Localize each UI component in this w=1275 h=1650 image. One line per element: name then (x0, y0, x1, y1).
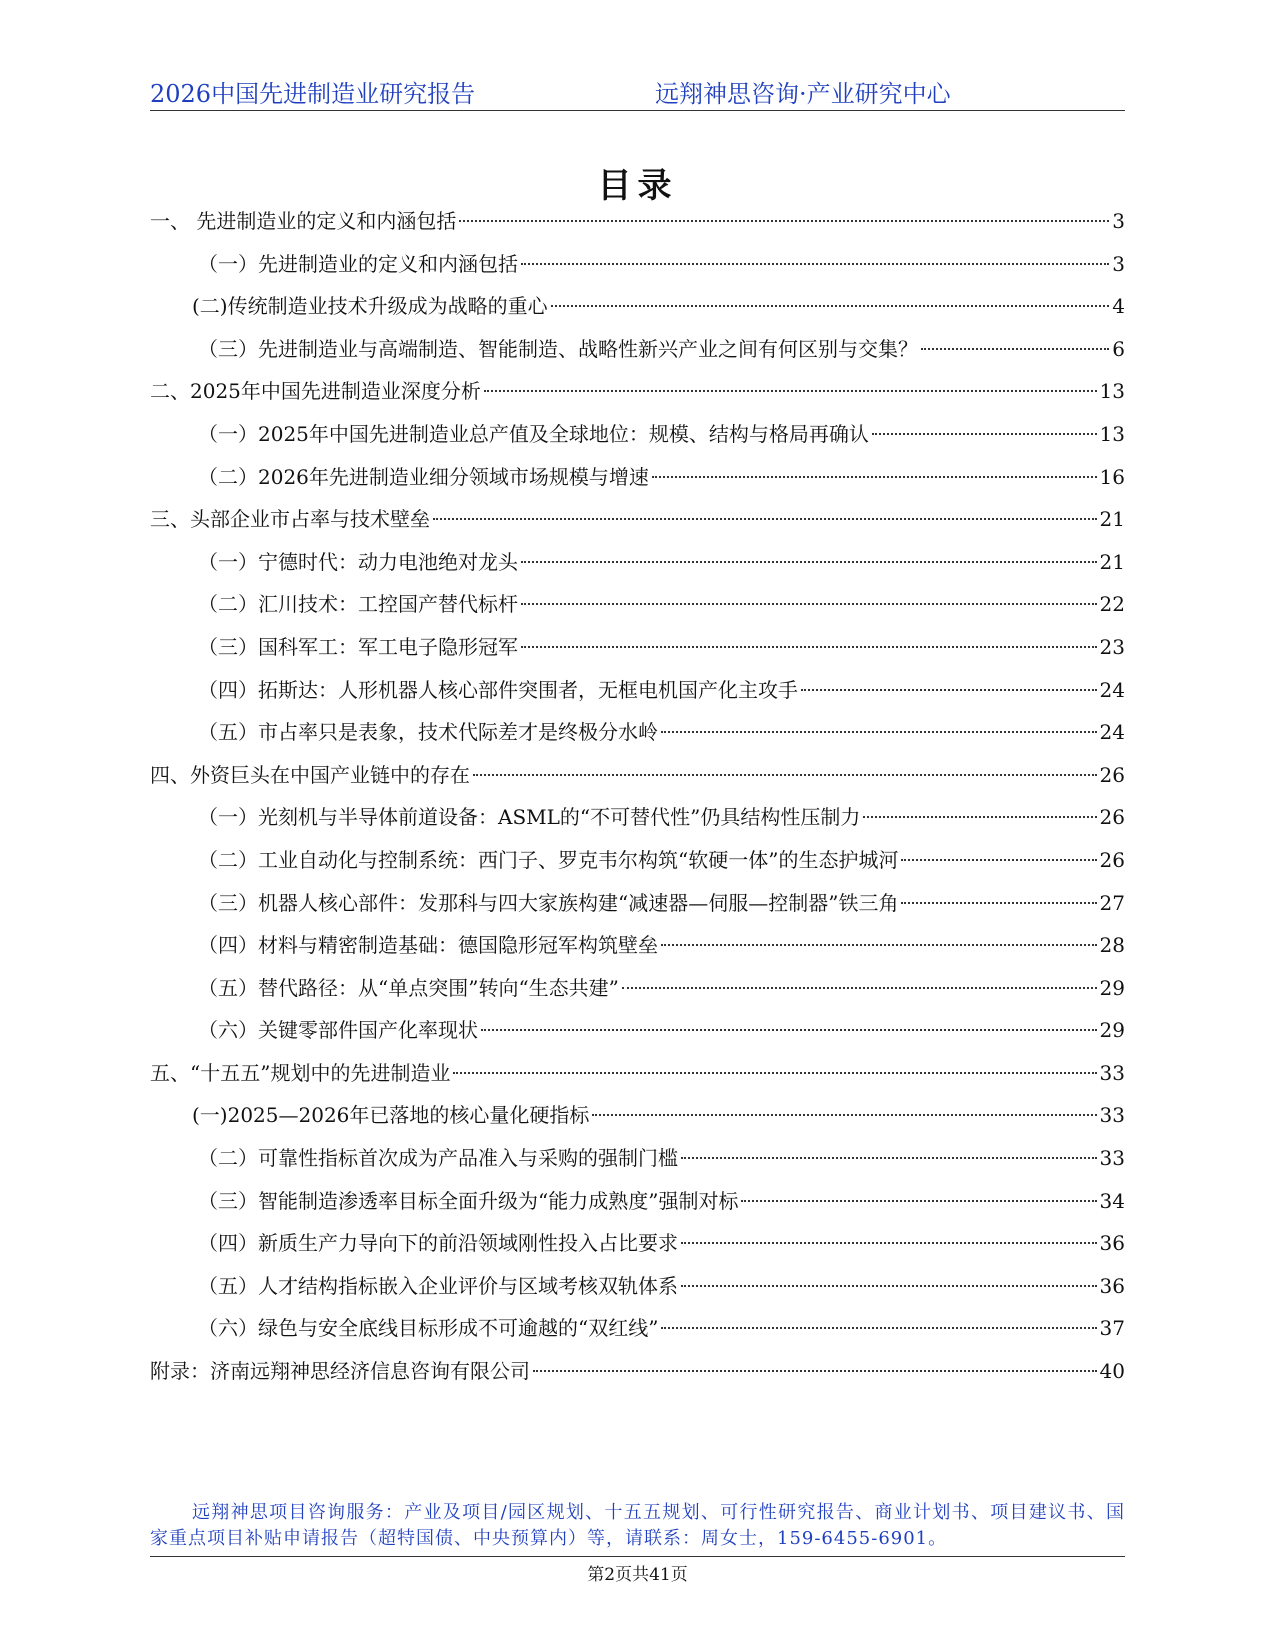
toc-entry-page: 22 (1099, 592, 1125, 617)
toc-entry[interactable] (150, 1350, 1125, 1393)
toc-entry[interactable] (150, 243, 1125, 286)
toc-dot-leader (652, 476, 1097, 478)
table-of-contents (150, 200, 1125, 1393)
toc-entry-page: 13 (1099, 379, 1125, 404)
toc-entry-page: 24 (1099, 720, 1125, 745)
toc-entry-label: （三）先进制造业与高端制造、智能制造、战略性新兴产业之间有何区别与交集？ (198, 336, 918, 361)
toc-entry-page: 40 (1099, 1359, 1125, 1384)
toc-entry-page: 36 (1099, 1231, 1125, 1256)
toc-entry-label: 四、外资巨头在中国产业链中的存在 (150, 762, 470, 787)
toc-entry-label: （一）宁德时代：动力电池绝对龙头 (198, 549, 518, 574)
toc-entry-label: （一）2025年中国先进制造业总产值及全球地位：规模、结构与格局再确认 (198, 421, 869, 446)
toc-entry[interactable] (150, 498, 1125, 541)
toc-entry-label: （五）市占率只是表象，技术代际差才是终极分水岭 (198, 720, 658, 745)
toc-entry[interactable] (150, 754, 1125, 797)
toc-entry[interactable] (150, 967, 1125, 1010)
toc-entry-page: 37 (1099, 1316, 1125, 1341)
toc-entry-label: （一）光刻机与半导体前道设备：ASML的“不可替代性”仍具结构性压制力 (198, 805, 861, 830)
toc-dot-leader (481, 1029, 1097, 1031)
toc-entry-page: 27 (1099, 890, 1125, 915)
service-contact-note: 远翔神思项目咨询服务：产业及项目/园区规划、十五五规划、可行性研究报告、商业计划书、项目建议书、国家重点项目补贴申请报告（超特国债、中央预算内）等，请联系：周女士，159-6455-6901。 (150, 1502, 1125, 1549)
toc-entry[interactable] (150, 796, 1125, 839)
toc-entry-label: （四）拓斯达：人形机器人核心部件突围者，无框电机国产化主攻手 (198, 677, 798, 702)
toc-entry-page: 3 (1112, 251, 1125, 276)
toc-dot-leader (801, 689, 1097, 691)
toc-dot-leader (741, 1200, 1096, 1202)
toc-entry[interactable] (150, 1009, 1125, 1052)
toc-dot-leader (473, 774, 1097, 776)
toc-dot-leader (453, 1072, 1096, 1074)
toc-dot-leader (661, 731, 1097, 733)
toc-dot-leader (661, 1327, 1096, 1329)
toc-entry[interactable] (150, 1052, 1125, 1095)
toc-dot-leader (521, 603, 1097, 605)
footer-divider (150, 1556, 1125, 1557)
toc-dot-leader (521, 561, 1097, 563)
toc-entry-label: （六）关键零部件国产化率现状 (198, 1018, 478, 1043)
toc-entry-page: 6 (1112, 336, 1125, 361)
toc-dot-leader (533, 1370, 1097, 1372)
toc-entry-label: （六）绿色与安全底线目标形成不可逾越的“双红线” (198, 1316, 659, 1341)
toc-entry[interactable] (150, 1137, 1125, 1180)
toc-entry[interactable] (150, 1307, 1125, 1350)
toc-dot-leader (872, 433, 1097, 435)
toc-entry[interactable] (150, 583, 1125, 626)
toc-entry[interactable] (150, 711, 1125, 754)
toc-dot-leader (521, 263, 1109, 265)
toc-entry[interactable] (150, 285, 1125, 328)
toc-entry-label: (二)传统制造业技术升级成为战略的重心 (192, 294, 548, 319)
toc-entry-label: （四）新质生产力导向下的前沿领域刚性投入占比要求 (198, 1231, 678, 1256)
toc-dot-leader (551, 305, 1110, 307)
page-header (150, 74, 1125, 111)
toc-entry-page: 23 (1099, 634, 1125, 659)
toc-dot-leader (901, 859, 1096, 861)
toc-entry[interactable] (150, 328, 1125, 371)
toc-entry-page: 28 (1099, 933, 1125, 958)
toc-entry-label: （三）国科军工：军工电子隐形冠军 (198, 634, 518, 659)
toc-entry[interactable] (150, 370, 1125, 413)
toc-entry-page: 33 (1099, 1103, 1125, 1128)
toc-entry[interactable] (150, 1265, 1125, 1308)
toc-dot-leader (484, 390, 1097, 392)
toc-entry-page: 26 (1099, 847, 1125, 872)
toc-dot-leader (681, 1157, 1097, 1159)
toc-dot-leader (681, 1242, 1097, 1244)
toc-entry-label: （二）2026年先进制造业细分领域市场规模与增速 (198, 464, 649, 489)
toc-dot-leader (681, 1285, 1097, 1287)
toc-title: 目录 (597, 166, 678, 206)
toc-entry[interactable] (150, 456, 1125, 499)
toc-entry-page: 26 (1099, 805, 1125, 830)
toc-entry-label: （二）工业自动化与控制系统：西门子、罗克韦尔构筑“软硬一体”的生态护城河 (198, 847, 899, 872)
toc-dot-leader (433, 518, 1097, 520)
toc-entry-page: 3 (1112, 209, 1125, 233)
toc-entry-label: 二、2025年中国先进制造业深度分析 (150, 379, 481, 404)
toc-entry-label: （五）替代路径：从“单点突围”转向“生态共建” (198, 975, 619, 1000)
toc-dot-leader (901, 902, 1096, 904)
toc-entry-label: （三）机器人核心部件：发那科与四大家族构建“减速器—伺服—控制器”铁三角 (198, 890, 899, 915)
toc-dot-leader (459, 220, 1109, 222)
toc-entry-label: 三、头部企业市占率与技术壁垒 (150, 507, 430, 532)
toc-entry-page: 29 (1099, 975, 1125, 1000)
toc-entry-label: 一、 先进制造业的定义和内涵包括 (150, 209, 457, 233)
toc-dot-leader (521, 646, 1097, 648)
toc-entry-label: （二）可靠性指标首次成为产品准入与采购的强制门槛 (198, 1146, 678, 1171)
toc-entry-label: （五）人才结构指标嵌入企业评价与区域考核双轨体系 (198, 1273, 678, 1298)
toc-entry-page: 34 (1099, 1188, 1125, 1213)
toc-dot-leader (622, 987, 1097, 989)
toc-entry-page: 26 (1099, 762, 1125, 787)
toc-entry-label: （二）汇川技术：工控国产替代标杆 (198, 592, 518, 617)
toc-entry-page: 24 (1099, 677, 1125, 702)
toc-entry-page: 21 (1099, 549, 1125, 574)
toc-entry[interactable] (150, 669, 1125, 712)
toc-entry-page: 4 (1112, 294, 1125, 319)
toc-entry[interactable] (150, 1180, 1125, 1223)
toc-entry[interactable] (150, 626, 1125, 669)
toc-entry[interactable] (150, 924, 1125, 967)
toc-entry-page: 29 (1099, 1018, 1125, 1043)
toc-entry-page: 21 (1099, 507, 1125, 532)
toc-dot-leader (921, 348, 1109, 350)
toc-entry[interactable] (150, 882, 1125, 925)
toc-entry[interactable] (150, 541, 1125, 584)
toc-entry-page: 36 (1099, 1273, 1125, 1298)
toc-entry-label: 附录：济南远翔神思经济信息咨询有限公司 (150, 1359, 530, 1384)
toc-entry-label: （一）先进制造业的定义和内涵包括 (198, 251, 518, 276)
toc-entry[interactable] (150, 1094, 1125, 1137)
toc-entry-label: （三）智能制造渗透率目标全面升级为“能力成熟度”强制对标 (198, 1188, 739, 1213)
header-organization: 远翔神思咨询·产业研究中心 (655, 80, 951, 108)
toc-entry[interactable] (150, 839, 1125, 882)
header-report-title: 2026中国先进制造业研究报告 (150, 80, 476, 108)
toc-entry-label: 五、“十五五”规划中的先进制造业 (150, 1060, 451, 1085)
toc-entry[interactable] (150, 413, 1125, 456)
toc-entry-page: 33 (1099, 1146, 1125, 1171)
toc-entry[interactable] (150, 200, 1125, 243)
toc-dot-leader (661, 944, 1097, 946)
toc-entry[interactable] (150, 1222, 1125, 1265)
toc-entry-label: （四）材料与精密制造基础：德国隐形冠军构筑壁垒 (198, 933, 658, 958)
toc-entry-page: 16 (1099, 464, 1125, 489)
toc-entry-page: 13 (1099, 421, 1125, 446)
toc-dot-leader (863, 816, 1096, 818)
toc-entry-label: (一)2025—2026年已落地的核心量化硬指标 (192, 1103, 590, 1128)
page-number: 第2页共41页 (587, 1565, 688, 1585)
toc-entry-page: 33 (1099, 1060, 1125, 1085)
toc-dot-leader (592, 1114, 1096, 1116)
